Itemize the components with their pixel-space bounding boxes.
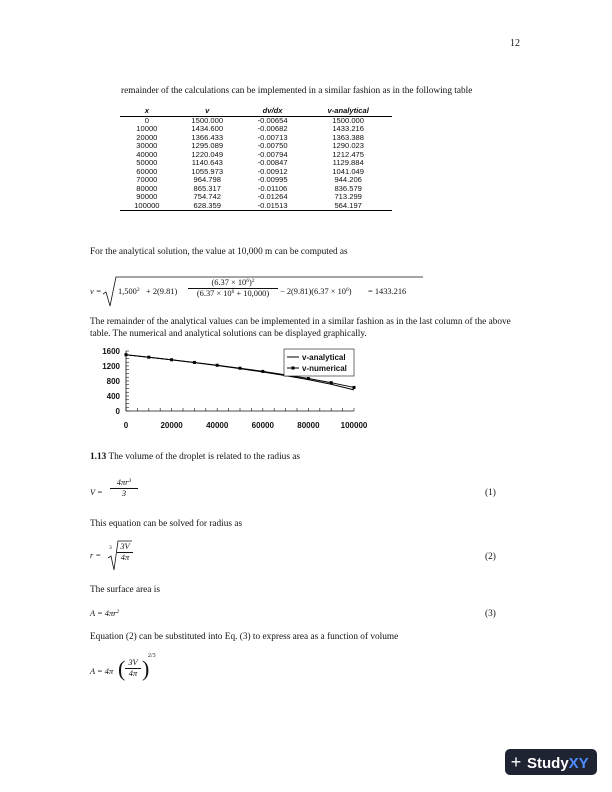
x-tick-label: 100000 [340, 421, 368, 430]
velocity-chart [90, 344, 380, 436]
studyxy-logo [505, 749, 597, 775]
eq4-lhs: A = 4π [90, 667, 114, 676]
table-header-cell: v-analytical [304, 107, 392, 116]
table-cell: 1212.475 [332, 149, 364, 159]
equation-2 [90, 540, 160, 574]
data-point [147, 356, 150, 359]
table-cell: 836.579 [334, 183, 362, 193]
eq-v-result: = 1433.216 [368, 287, 407, 296]
table-cell: 1434.600 [191, 124, 224, 133]
eq2-label: (2) [485, 552, 496, 562]
table-cell: -0.01513 [241, 202, 305, 211]
section-text-2: This equation can be solved for radius as [90, 519, 243, 529]
eq4-paren-left: ( [118, 656, 126, 681]
eq1-numerator: $4\pi r^3$ [116, 478, 132, 487]
legend-label: v-analytical [302, 353, 346, 362]
logo-study: Study [527, 755, 569, 772]
y-axis [102, 347, 129, 416]
equation-v [90, 276, 430, 310]
eq1-fraction [110, 478, 138, 498]
table-cell: 713.299 [334, 192, 362, 201]
table-cell: 564.197 [304, 202, 392, 211]
table-cell: 754.742 [193, 192, 221, 201]
table-cell: 1129.884 [332, 158, 364, 167]
table-cell: 0 [144, 115, 149, 125]
y-tick-label: 800 [106, 377, 120, 386]
equation-1 [90, 478, 150, 510]
table-cell: 90000 [136, 192, 158, 201]
table-cell: 865.317 [193, 183, 221, 193]
section-heading: 1.13 The volume of the droplet is related to the radius as [90, 452, 300, 462]
data-point [353, 386, 356, 389]
data-point [261, 370, 264, 373]
equation-3: $A = 4\pi r^2$ [90, 609, 120, 618]
table-header-cell: v [174, 107, 241, 116]
table-cell: 1055.973 [191, 166, 224, 176]
table-cell: -0.00682 [257, 124, 288, 133]
x-axis [124, 408, 368, 430]
table-cell: -0.00713 [257, 132, 288, 142]
table-cell: 1366.433 [191, 132, 224, 142]
eq-v-term1: 1,500$^2$ [118, 287, 140, 296]
data-point [239, 367, 242, 370]
data-point [307, 377, 310, 380]
eq2-denominator: 4π [117, 552, 133, 562]
table-cell: 100000 [120, 202, 174, 211]
legend [284, 349, 354, 376]
eq-v-lhs: v = [90, 287, 102, 296]
eq2-numerator: 3V [120, 542, 130, 551]
equation-4 [90, 653, 170, 689]
legend-label: v-numerical [302, 364, 347, 373]
eq2-root-index: 3 [109, 545, 112, 551]
table-cell: -0.01264 [257, 192, 288, 201]
data-point [125, 353, 128, 356]
table-cell: 1140.643 [191, 158, 223, 167]
x-tick-label: 60000 [251, 421, 274, 430]
y-tick-label: 1200 [102, 362, 120, 371]
data-point [170, 358, 173, 361]
x-tick-label: 0 [123, 421, 129, 430]
table-cell: 50000 [136, 158, 158, 167]
table-cell: 10000 [136, 124, 158, 133]
section-text-4: Equation (2) can be substituted into Eq. (3) to express area as a function of volume [90, 632, 399, 642]
table-header-cell: x [120, 107, 174, 116]
eq-v-plus: + 2(9.81) [146, 287, 178, 296]
logo-xy: XY [568, 755, 589, 772]
x-tick-label: 20000 [160, 421, 183, 430]
plus-icon: + [510, 752, 522, 772]
table-cell: 1500.000 [191, 115, 224, 125]
eq1-lhs: V = [90, 488, 103, 497]
table-header-row [120, 107, 392, 116]
x-tick-label: 40000 [206, 421, 229, 430]
eq1-label: (1) [485, 488, 496, 498]
table-cell: -0.00995 [257, 175, 288, 184]
eq1-denominator: 3 [110, 488, 138, 498]
table-cell: -0.00847 [257, 158, 288, 167]
table-cell: 70000 [136, 175, 158, 184]
table-cell: 628.359 [174, 202, 241, 211]
table-header-cell: dv/dx [241, 107, 305, 116]
results-table [120, 107, 392, 211]
table-cell: 20000 [136, 132, 158, 142]
page-number: 12 [510, 38, 520, 49]
table-cell: 40000 [136, 149, 158, 159]
y-tick-label: 1600 [102, 347, 120, 356]
table-cell: 60000 [136, 166, 158, 176]
legend-marker [292, 367, 295, 370]
data-point [216, 364, 219, 367]
table-cell: 80000 [136, 183, 158, 193]
table-cell: 944.206 [334, 175, 362, 184]
eq4-paren-right: ) [142, 656, 150, 681]
eq4-numerator: 3V [128, 658, 138, 667]
table-cell: 1295.089 [191, 141, 224, 150]
table-cell: 1363.388 [332, 132, 364, 142]
paragraph-2: The remainder of the analytical values can be implemented in a similar fashion as in the last column of the above table. The numerical and analytical solutions can be displayed graphically. [90, 317, 511, 339]
table-row [120, 202, 392, 211]
eq2-fraction [117, 542, 133, 562]
eq-v-numerator: $(6.37 \times 10^6)^2$ [211, 278, 255, 287]
eq4-denominator: 4π [125, 668, 141, 678]
x-tick-label: 80000 [297, 421, 320, 430]
eq3-label: (3) [485, 609, 496, 619]
eq-v-denominator: $(6.37 \times 10^6 + 10,000)$ [188, 288, 278, 298]
table-cell: -0.00912 [257, 166, 288, 176]
table-cell: -0.00794 [257, 149, 288, 159]
table-cell: 30000 [136, 141, 158, 150]
data-point [193, 361, 196, 364]
y-tick-label: 400 [106, 392, 120, 401]
table-cell: -0.00750 [257, 141, 288, 150]
y-tick-label: 0 [115, 407, 120, 416]
eq4-exponent: 2/3 [148, 653, 156, 659]
table-cell: -0.00654 [257, 115, 288, 125]
intro-text: remainder of the calculations can be implemented in a similar fashion as in the following table [121, 86, 473, 96]
table-cell: 1290.023 [332, 141, 364, 150]
table-cell: 1220.049 [191, 149, 224, 159]
section-text-3: The surface area is [90, 585, 160, 595]
eq2-lhs: r = [90, 551, 102, 560]
eq-v-fraction [188, 278, 278, 298]
table-cell: 1500.000 [332, 115, 364, 125]
data-point [330, 381, 333, 384]
table-cell: -0.01106 [257, 183, 288, 193]
table-cell: 964.798 [193, 175, 221, 184]
table-cell: 1433.216 [332, 124, 364, 133]
eq-v-minus: − $2(9.81)(6.37 \times 10^6)$ [280, 287, 352, 296]
analytical-intro: For the analytical solution, the value at 10,000 m can be computed as [90, 247, 348, 257]
table-cell: 1041.049 [332, 166, 364, 176]
eq4-fraction [125, 658, 141, 678]
